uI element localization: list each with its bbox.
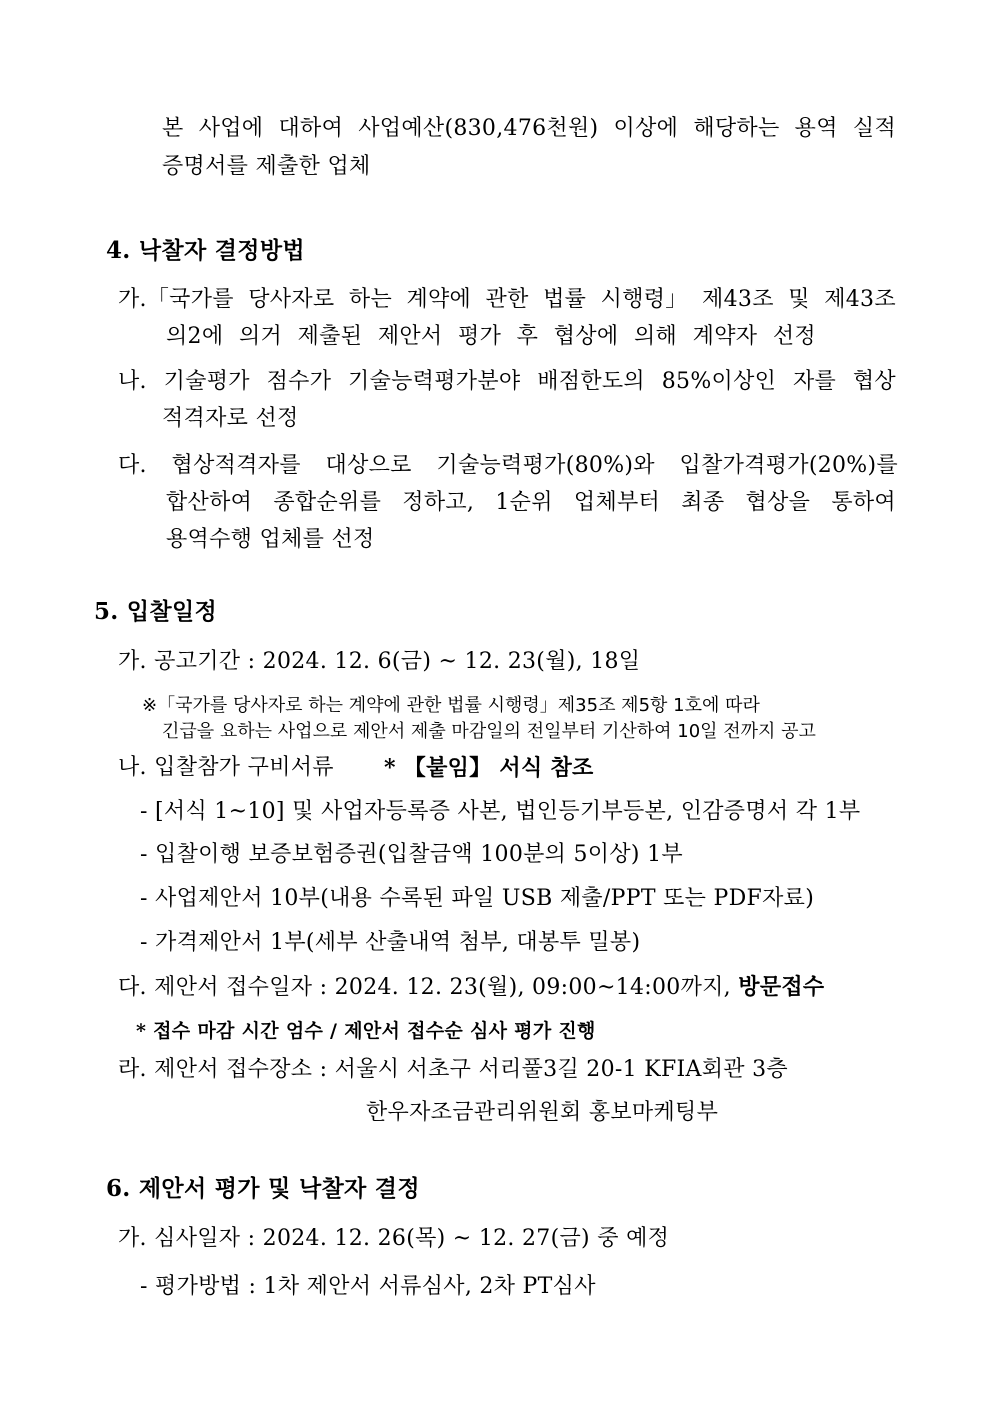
- s4-da-line-2: [166, 488, 896, 518]
- s5-na-item-1: - [서식 1~10] 및 사업자등록증 사본, 법인등기부등본, 인감증명서 각 1부: [140, 799, 861, 824]
- word: 의2에: [166, 324, 224, 349]
- s6-method: - 평가방법 : 1차 제안서 서류심사, 2차 PT심사: [140, 1274, 596, 1299]
- word: 의해: [633, 324, 678, 349]
- s4-na-line-2: 적격자로 선정: [162, 406, 299, 431]
- word: 계약자: [692, 324, 758, 349]
- word: 협상에: [553, 324, 619, 349]
- word: 대하여: [278, 116, 344, 141]
- s6-ga-date: 가. 심사일자 : 2024. 12. 26(목) ~ 12. 27(금) 중 예정: [118, 1226, 670, 1251]
- intro-line-1: [162, 114, 896, 144]
- word: 배점한도의: [537, 369, 645, 394]
- s5-na-label: 나. 입찰참가 구비서류: [118, 755, 334, 780]
- section-5-title: 5. 입찰일정: [94, 598, 217, 625]
- s5-deadline-notice: * 접수 마감 시간 엄수 / 제안서 접수순 심사 평가 진행: [136, 1020, 596, 1042]
- word: 1순위: [495, 490, 553, 515]
- word: 의거: [238, 324, 283, 349]
- s5-note-line-1: ※「국가를 당사자로 하는 계약에 관한 법률 시행령」제35조 제5항 1호에 따라: [142, 695, 760, 716]
- word: 합산하여: [166, 490, 253, 515]
- word: 대상으로: [325, 453, 412, 478]
- word: 하는: [348, 287, 393, 312]
- word: 협상적격자를: [171, 453, 301, 478]
- word: 계약에: [406, 287, 472, 312]
- word: 사업에: [198, 116, 264, 141]
- word: 업체부터: [573, 490, 661, 515]
- section-6-title: 6. 제안서 평가 및 낙찰자 결정: [106, 1175, 420, 1202]
- word: 종합순위를: [273, 490, 382, 515]
- s4-ga-line-1: [118, 285, 896, 315]
- s5-da-emphasis: 방문접수: [738, 974, 825, 1000]
- word: 평가: [458, 324, 502, 349]
- word: 정하고,: [402, 490, 475, 515]
- s5-da-text: 다. 제안서 접수일자 : 2024. 12. 23(월), 09:00~14:00까지,: [118, 975, 731, 1000]
- s4-da-line-3: 용역수행 업체를 선정: [166, 527, 375, 552]
- s4-na-line-1: [118, 367, 896, 397]
- word: 선정: [772, 324, 816, 349]
- word: 85%이상인: [661, 369, 777, 394]
- word: 자를: [792, 369, 837, 394]
- word: 법률: [543, 287, 587, 312]
- word: 본: [162, 116, 184, 141]
- word: 관한: [485, 287, 529, 312]
- s5-da-date: [118, 972, 825, 1003]
- s5-na-attachment-ref: * 【붙임】 서식 참조: [384, 755, 594, 781]
- word: 나.: [118, 369, 147, 394]
- word: 최종: [681, 490, 725, 515]
- word: 협상을: [745, 490, 811, 515]
- s4-ga-line-2: [166, 322, 816, 352]
- word: 제안서: [377, 324, 443, 349]
- s5-ra-line-2: 한우자조금관리위원회 홍보마케팅부: [366, 1100, 719, 1125]
- intro-line-2: 증명서를 제출한 업체: [162, 154, 371, 179]
- s5-ga-period: 가. 공고기간 : 2024. 12. 6(금) ~ 12. 23(월), 18일: [118, 649, 641, 674]
- s5-ra-line-1: 라. 제안서 접수장소 : 서울시 서초구 서리풀3길 20-1 KFIA회관 3층: [118, 1057, 788, 1082]
- word: 해당하는: [693, 116, 780, 141]
- word: 용역: [794, 116, 838, 141]
- word: 제43조: [702, 287, 774, 312]
- word: 기술능력평가(80%)와: [436, 453, 655, 478]
- section-4-title: 4. 낙찰자 결정방법: [106, 237, 305, 264]
- s4-da-line-1: [118, 451, 898, 481]
- s5-na-item-4: - 가격제안서 1부(세부 산출내역 첨부, 대봉투 밀봉): [140, 930, 641, 955]
- word: 시행령」: [600, 287, 688, 312]
- word: 가.「국가를: [118, 287, 234, 312]
- word: 사업예산(830,476천원): [358, 116, 599, 141]
- word: 이상에: [613, 116, 679, 141]
- word: 제출된: [297, 324, 363, 349]
- s5-na-item-3: - 사업제안서 10부(내용 수록된 파일 USB 제출/PPT 또는 PDF자료): [140, 886, 815, 911]
- word: 입찰가격평가(20%)를: [679, 453, 898, 478]
- word: 후: [516, 324, 539, 349]
- s5-note-line-2: 긴급을 요하는 사업으로 제안서 제출 마감일의 전일부터 기산하여 10일 전까지 공고: [162, 721, 816, 742]
- word: 협상: [852, 369, 896, 394]
- word: 점수가: [266, 369, 332, 394]
- word: 기술능력평가분야: [348, 369, 521, 394]
- word: 통하여: [831, 490, 896, 515]
- word: 다.: [118, 453, 147, 478]
- word: 기술평가: [163, 369, 250, 394]
- word: 및: [788, 287, 810, 312]
- word: 당사자로: [248, 287, 335, 312]
- word: 실적: [852, 116, 896, 141]
- s5-na-item-2: - 입찰이행 보증보험증권(입찰금액 100분의 5이상) 1부: [140, 842, 683, 867]
- word: 제43조: [824, 287, 896, 312]
